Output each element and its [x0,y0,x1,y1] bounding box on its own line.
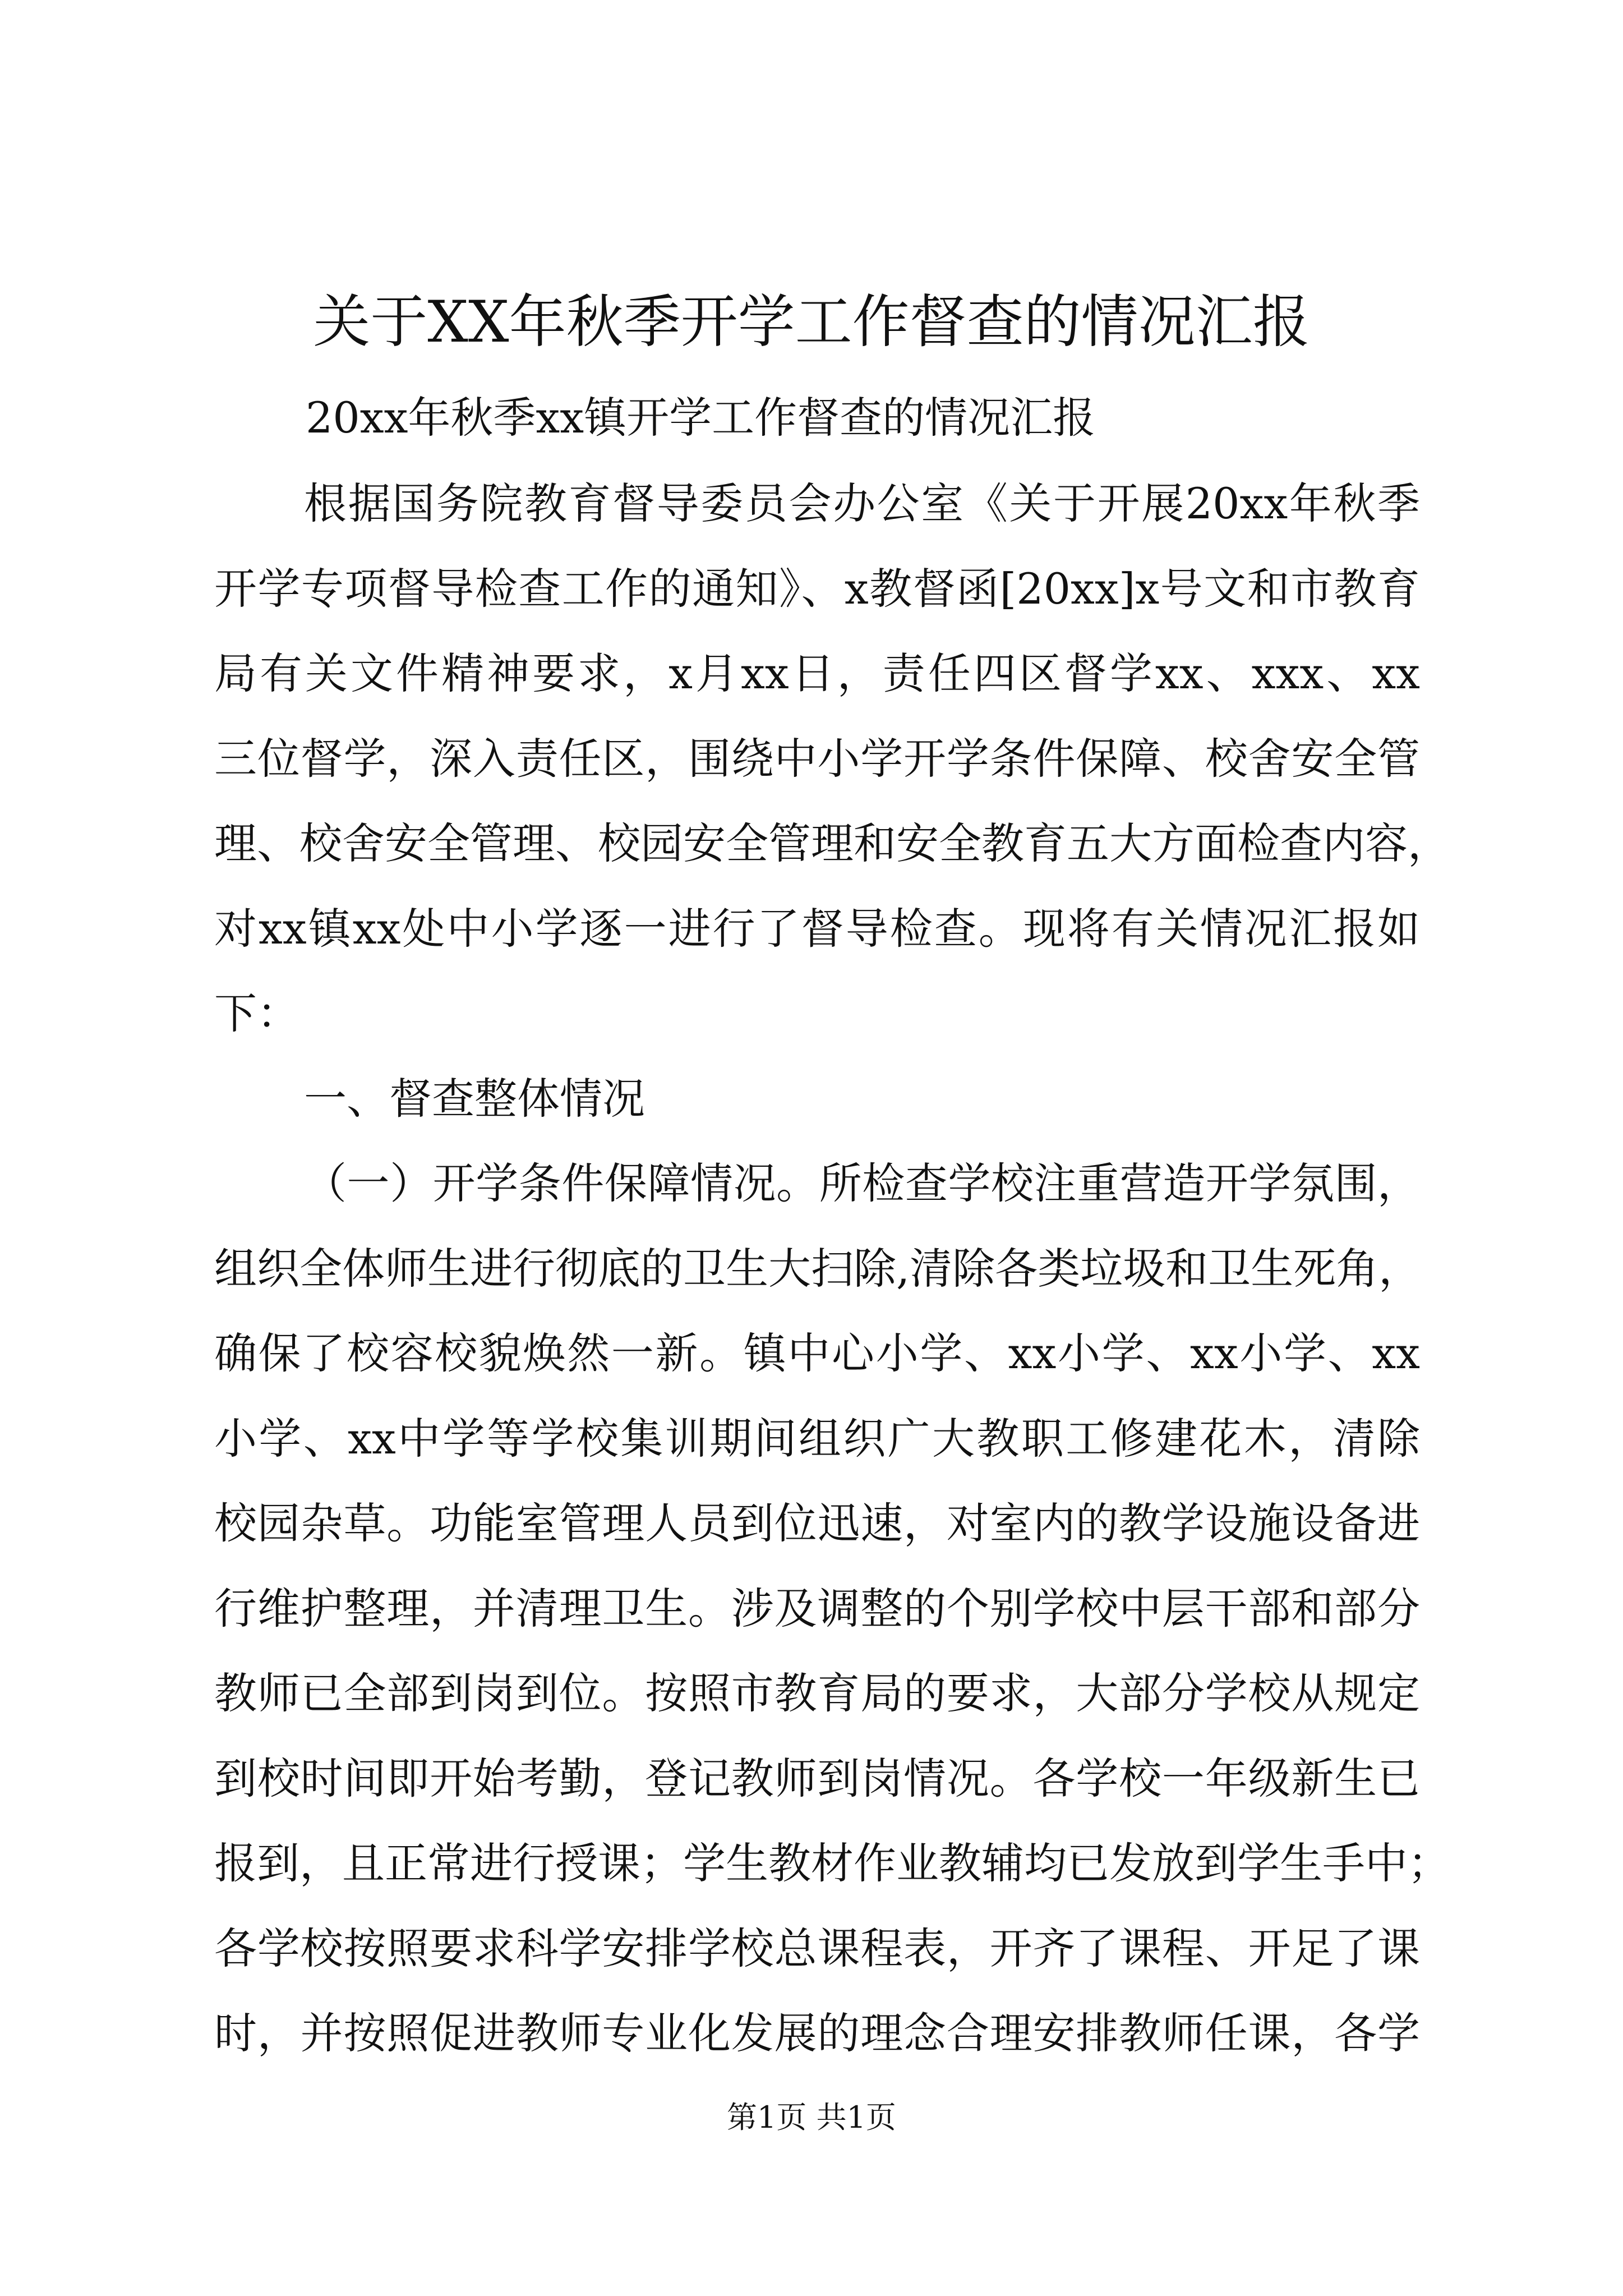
paragraph-2-line-9: 报到，且正常进行授课；学生教材作业教辅均已发放到学生手中； [214,1838,1450,1888]
paragraph-2-line-1: （一）开学条件保障情况。所检查学校注重营造开学氛围， [304,1158,1420,1208]
paragraph-1-line-3: 局有关文件精神要求，x月xx日，责任四区督学xx、xxx、xx [214,648,1420,698]
page-footer: 第1页 共1页 [727,2100,896,2135]
document-title: 关于XX年秋季开学工作督查的情况汇报 [313,289,1310,356]
paragraph-2-line-3: 确保了校容校貌焕然一新。镇中心小学、xx小学、xx小学、xx [214,1328,1420,1378]
paragraph-1-line-7: 下： [214,988,299,1038]
paragraph-1-line-1: 根据国务院教育督导委员会办公室《关于开展20xx年秋季 [304,478,1420,528]
paragraph-2-line-5: 校园杂草。功能室管理人员到位迅速，对室内的教学设施设备进 [214,1498,1420,1548]
paragraph-1-line-5: 理、校舍安全管理、校园安全管理和安全教育五大方面检查内容， [214,818,1450,868]
paragraph-2-line-4: 小学、xx中学等学校集训期间组织广大教职工修建花木，清除 [214,1413,1420,1464]
paragraph-2-line-11: 时，并按照促进教师专业化发展的理念合理安排教师任课，各学 [214,2008,1420,2058]
paragraph-2-line-7: 教师已全部到岗到位。按照市教育局的要求，大部分学校从规定 [214,1668,1420,1718]
paragraph-1-line-6: 对xx镇xx处中小学逐一进行了督导检查。现将有关情况汇报如 [214,903,1420,954]
document-subtitle: 20xx年秋季xx镇开学工作督查的情况汇报 [306,393,1096,443]
paragraph-2-line-6: 行维护整理，并清理卫生。涉及调整的个别学校中层干部和部分 [214,1583,1420,1634]
paragraph-2-line-2: 组织全体师生进行彻底的卫生大扫除,清除各类垃圾和卫生死角， [214,1243,1422,1294]
section-heading: 一、督查整体情况 [304,1073,645,1124]
document-body [214,461,1450,2076]
paragraph-2-line-8: 到校时间即开始考勤，登记教师到岗情况。各学校一年级新生已 [214,1753,1420,1803]
paragraph-2-line-10: 各学校按照要求科学安排学校总课程表，开齐了课程、开足了课 [214,1923,1420,1973]
paragraph-1-line-4: 三位督学，深入责任区，围绕中小学开学条件保障、校舍安全管 [214,733,1420,784]
paragraph-1-line-2: 开学专项督导检查工作的通知》、x教督函[20xx]x号文和市教育 [214,563,1420,614]
